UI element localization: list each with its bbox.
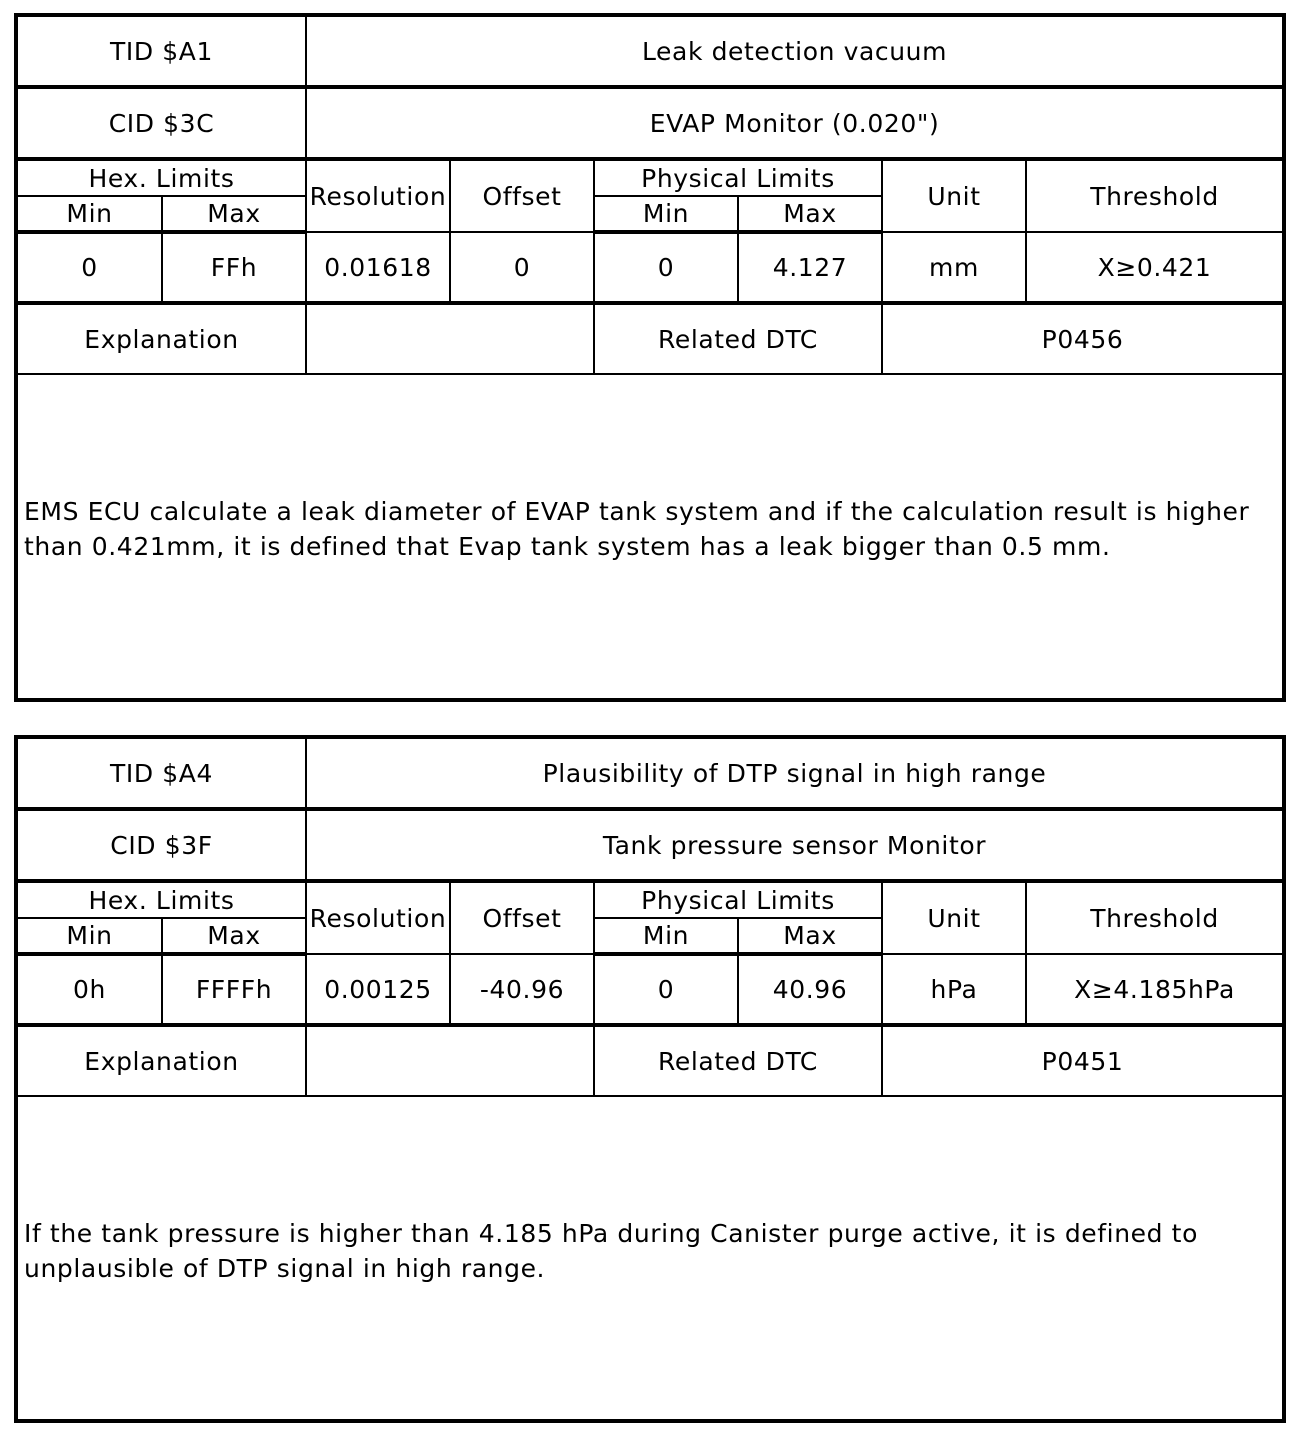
- cid-description: Tank pressure sensor Monitor: [306, 809, 1282, 881]
- cid-description: EVAP Monitor (0.020"): [306, 87, 1282, 159]
- explanation-text: EMS ECU calculate a leak diameter of EVAP tank system and if the calculation result is higher than 0.421mm, it is defined that Evap tank system has a leak bigger than 0.5 mm.: [24, 496, 1250, 561]
- hex-max-header: Max: [162, 918, 306, 954]
- hex-min-header: Min: [18, 918, 162, 954]
- threshold-header: Threshold: [1026, 159, 1282, 232]
- phys-min-value: 0: [594, 232, 738, 303]
- offset-value: 0: [450, 232, 594, 303]
- related-dtc-label: Related DTC: [594, 303, 882, 374]
- related-dtc-label: Related DTC: [594, 1025, 882, 1096]
- offset-header: Offset: [450, 159, 594, 232]
- phys-max-header: Max: [738, 196, 882, 232]
- phys-max-value: 4.127: [738, 232, 882, 303]
- explanation-value: [306, 1025, 594, 1096]
- test-spec-table: [18, 17, 1282, 375]
- hex-max-value: FFFFh: [162, 954, 306, 1025]
- test-spec-table: [18, 739, 1282, 1097]
- explanation-label: Explanation: [18, 303, 306, 374]
- resolution-value: 0.00125: [306, 954, 450, 1025]
- test-spec-card: [14, 735, 1286, 1423]
- physical-limits-header: Physical Limits: [594, 159, 882, 196]
- related-dtc-value: P0451: [882, 1025, 1282, 1096]
- tid-description: Plausibility of DTP signal in high range: [306, 739, 1282, 809]
- explanation-value: [306, 303, 594, 374]
- phys-min-header: Min: [594, 918, 738, 954]
- resolution-header: Resolution: [306, 159, 450, 232]
- unit-header: Unit: [882, 159, 1026, 232]
- resolution-header: Resolution: [306, 881, 450, 954]
- hex-min-header: Min: [18, 196, 162, 232]
- related-dtc-value: P0456: [882, 303, 1282, 374]
- unit-header: Unit: [882, 881, 1026, 954]
- unit-value: hPa: [882, 954, 1026, 1025]
- hex-min-value: 0: [18, 232, 162, 303]
- offset-value: -40.96: [450, 954, 594, 1025]
- explanation-text-box: [18, 375, 1282, 692]
- unit-value: mm: [882, 232, 1026, 303]
- explanation-text: If the tank pressure is higher than 4.185 hPa during Canister purge active, it is defined to unplausible of DTP signal in high range.: [24, 1218, 1198, 1283]
- phys-min-value: 0: [594, 954, 738, 1025]
- threshold-value: X≥0.421: [1026, 232, 1282, 303]
- hex-min-value: 0h: [18, 954, 162, 1025]
- cid-label: CID $3F: [18, 809, 306, 881]
- phys-max-value: 40.96: [738, 954, 882, 1025]
- test-spec-card: [14, 13, 1286, 702]
- offset-header: Offset: [450, 881, 594, 954]
- hex-limits-header: Hex. Limits: [18, 881, 306, 918]
- tid-label: TID $A1: [18, 17, 306, 87]
- hex-max-value: FFh: [162, 232, 306, 303]
- threshold-header: Threshold: [1026, 881, 1282, 954]
- hex-max-header: Max: [162, 196, 306, 232]
- threshold-value: X≥4.185hPa: [1026, 954, 1282, 1025]
- tid-description: Leak detection vacuum: [306, 17, 1282, 87]
- physical-limits-header: Physical Limits: [594, 881, 882, 918]
- explanation-text-box: [18, 1097, 1282, 1414]
- phys-min-header: Min: [594, 196, 738, 232]
- phys-max-header: Max: [738, 918, 882, 954]
- explanation-label: Explanation: [18, 1025, 306, 1096]
- tid-label: TID $A4: [18, 739, 306, 809]
- hex-limits-header: Hex. Limits: [18, 159, 306, 196]
- cid-label: CID $3C: [18, 87, 306, 159]
- resolution-value: 0.01618: [306, 232, 450, 303]
